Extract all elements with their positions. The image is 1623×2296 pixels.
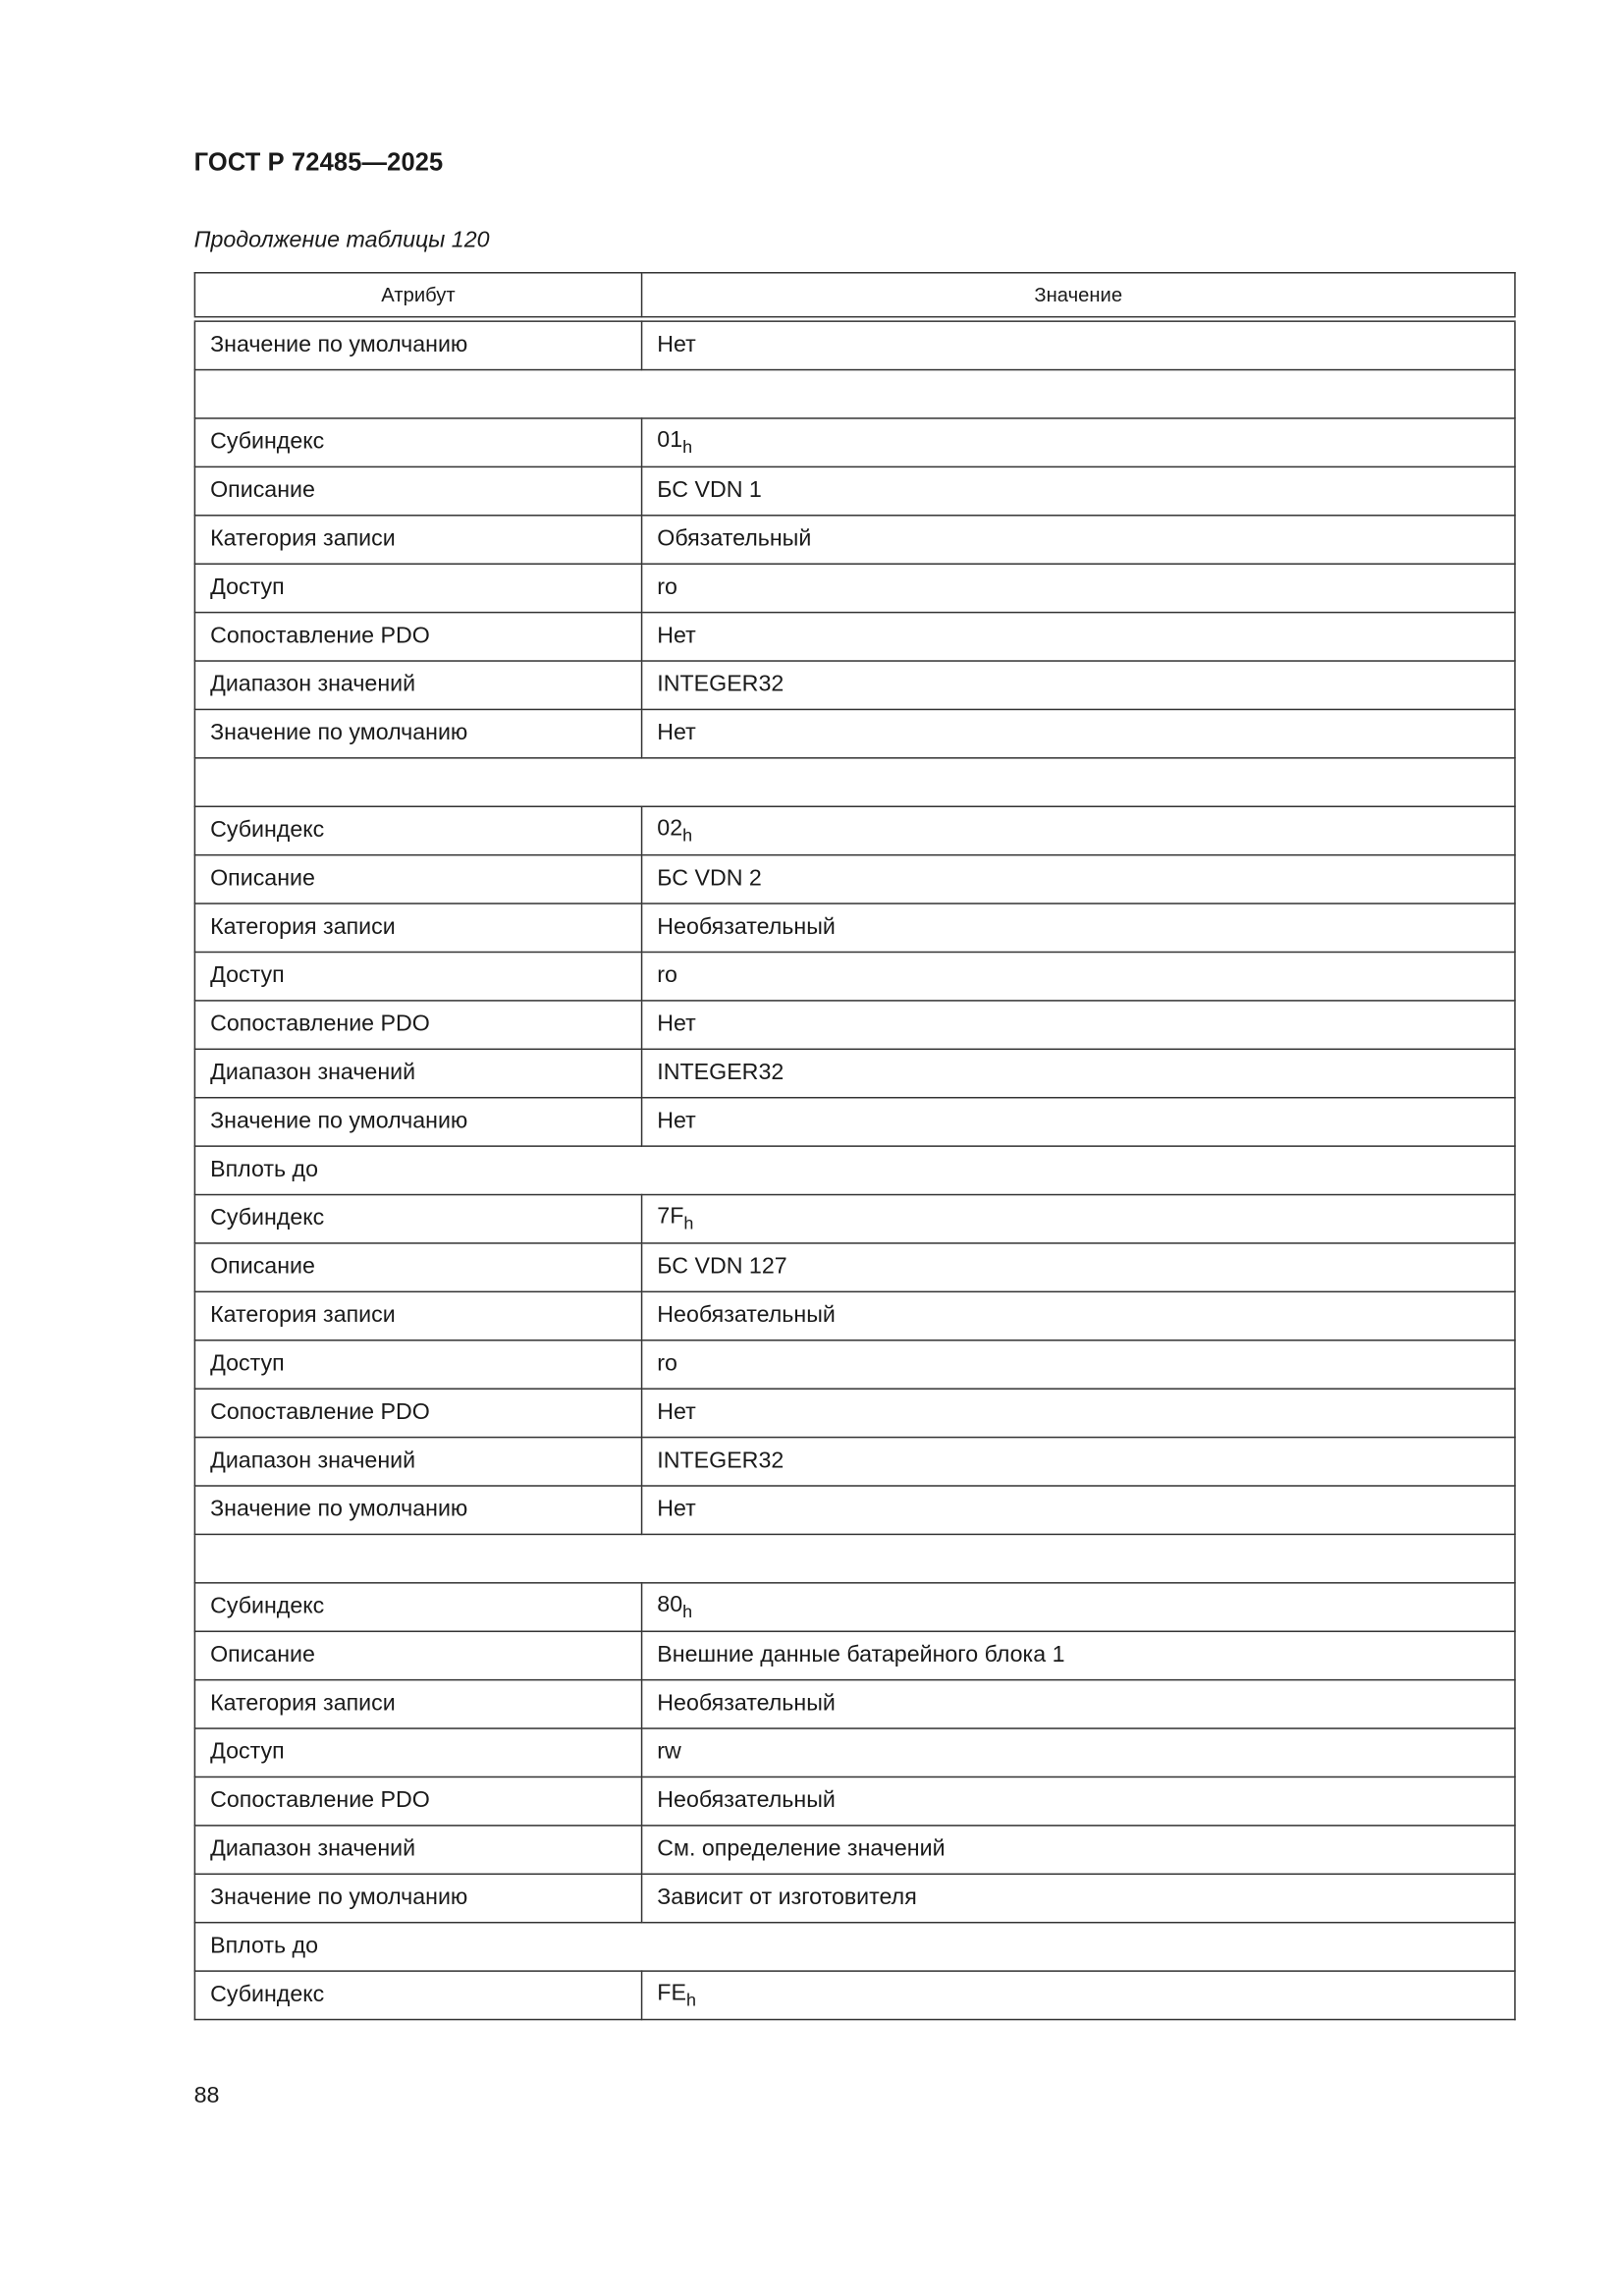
value-text: Нет bbox=[657, 1497, 696, 1522]
table-row bbox=[194, 1874, 1515, 1922]
value-text: FE bbox=[657, 1980, 686, 2006]
value-text: Необязательный bbox=[657, 1302, 836, 1329]
table-row bbox=[194, 806, 1515, 854]
column-header-attribute: Атрибут bbox=[194, 273, 641, 319]
table-row bbox=[194, 855, 1515, 903]
value-text: Нет bbox=[657, 332, 696, 357]
value-text: rw bbox=[657, 1739, 681, 1765]
hex-suffix: h bbox=[682, 436, 693, 458]
value-text: Необязательный bbox=[657, 1787, 836, 1814]
value-text: Необязательный bbox=[657, 1690, 836, 1717]
attribute-cell: Диапазон значений bbox=[194, 661, 641, 709]
value-text: БС VDN 2 bbox=[657, 865, 762, 892]
value-text: 7F bbox=[657, 1204, 684, 1230]
attribute-table bbox=[194, 272, 1516, 2020]
table-row bbox=[194, 319, 1515, 370]
value-text: ro bbox=[657, 1351, 677, 1377]
attribute-cell: Сопоставление PDO bbox=[194, 1389, 641, 1437]
hex-suffix: h bbox=[683, 1213, 694, 1234]
value-cell bbox=[642, 1389, 1515, 1437]
attribute-cell: Описание bbox=[194, 466, 641, 515]
hex-suffix: h bbox=[682, 824, 693, 846]
empty-separator-cell bbox=[194, 1534, 1515, 1582]
table-row bbox=[194, 613, 1515, 661]
attribute-cell: Категория записи bbox=[194, 516, 641, 564]
table-row bbox=[194, 1680, 1515, 1728]
value-cell bbox=[642, 613, 1515, 661]
table-row bbox=[194, 709, 1515, 757]
attribute-cell: Доступ bbox=[194, 1728, 641, 1777]
attribute-cell: Субиндекс bbox=[194, 1583, 641, 1631]
value-cell bbox=[642, 1631, 1515, 1679]
attribute-cell: Значение по умолчанию bbox=[194, 319, 641, 370]
table-row bbox=[194, 1631, 1515, 1679]
table-row bbox=[194, 1971, 1515, 2019]
attribute-cell: Сопоставление PDO bbox=[194, 613, 641, 661]
hex-suffix: h bbox=[685, 1989, 696, 2010]
attribute-cell: Значение по умолчанию bbox=[194, 1098, 641, 1146]
value-cell bbox=[642, 1195, 1515, 1243]
attribute-cell: Диапазон значений bbox=[194, 1438, 641, 1486]
attribute-cell: Субиндекс bbox=[194, 1195, 641, 1243]
value-cell bbox=[642, 1826, 1515, 1874]
table-row bbox=[194, 1923, 1515, 1971]
value-text: 01 bbox=[657, 427, 683, 454]
value-cell bbox=[642, 806, 1515, 854]
value-text: Нет bbox=[657, 623, 696, 649]
attribute-cell: Субиндекс bbox=[194, 418, 641, 466]
spanning-note-cell: Вплоть до bbox=[194, 1923, 1515, 1971]
table-row bbox=[194, 1583, 1515, 1631]
table-row bbox=[194, 1728, 1515, 1777]
attribute-cell: Диапазон значений bbox=[194, 1826, 641, 1874]
value-cell bbox=[642, 1680, 1515, 1728]
value-text: Нет bbox=[657, 1108, 696, 1134]
value-text: 80 bbox=[657, 1592, 683, 1618]
attribute-cell: Категория записи bbox=[194, 1291, 641, 1339]
value-text: Обязательный bbox=[657, 526, 812, 552]
value-cell bbox=[642, 1874, 1515, 1922]
attribute-cell: Субиндекс bbox=[194, 806, 641, 854]
empty-separator-cell bbox=[194, 370, 1515, 418]
table-row bbox=[194, 516, 1515, 564]
table-row bbox=[194, 1777, 1515, 1825]
standard-title: ГОСТ Р 72485—2025 bbox=[193, 148, 444, 177]
table-header-row bbox=[194, 273, 1515, 319]
value-text: Нет bbox=[657, 1399, 696, 1425]
value-cell bbox=[642, 466, 1515, 515]
value-cell bbox=[642, 1583, 1515, 1631]
table-row bbox=[194, 1243, 1515, 1291]
value-text: Нет bbox=[657, 720, 696, 746]
page-number: 88 bbox=[193, 2083, 220, 2109]
table-row bbox=[194, 370, 1515, 418]
value-text: INTEGER32 bbox=[657, 1448, 784, 1474]
value-cell bbox=[642, 1728, 1515, 1777]
attribute-cell: Описание bbox=[194, 855, 641, 903]
value-text: См. определение значений bbox=[657, 1836, 946, 1862]
table-row bbox=[194, 952, 1515, 1000]
table-row bbox=[194, 1534, 1515, 1582]
value-text: 02 bbox=[657, 815, 683, 842]
value-cell bbox=[642, 1438, 1515, 1486]
table-row bbox=[194, 466, 1515, 515]
value-cell bbox=[642, 709, 1515, 757]
attribute-cell: Сопоставление PDO bbox=[194, 1001, 641, 1049]
value-text: БС VDN 1 bbox=[657, 477, 762, 504]
attribute-cell: Описание bbox=[194, 1631, 641, 1679]
value-text: Нет bbox=[657, 1011, 696, 1037]
value-cell bbox=[642, 1049, 1515, 1097]
value-cell bbox=[642, 1291, 1515, 1339]
value-text: БС VDN 127 bbox=[657, 1254, 787, 1280]
attribute-cell: Значение по умолчанию bbox=[194, 1486, 641, 1534]
attribute-cell: Диапазон значений bbox=[194, 1049, 641, 1097]
attribute-cell: Доступ bbox=[194, 564, 641, 612]
table-row bbox=[194, 1438, 1515, 1486]
table-row bbox=[194, 1098, 1515, 1146]
attribute-cell: Категория записи bbox=[194, 1680, 641, 1728]
attribute-cell: Значение по умолчанию bbox=[194, 1874, 641, 1922]
attribute-cell: Субиндекс bbox=[194, 1971, 641, 2019]
attribute-cell: Категория записи bbox=[194, 903, 641, 952]
table-row bbox=[194, 1049, 1515, 1097]
value-text: ro bbox=[657, 962, 677, 989]
table-row bbox=[194, 1340, 1515, 1389]
value-text: INTEGER32 bbox=[657, 1060, 784, 1085]
value-cell bbox=[642, 516, 1515, 564]
attribute-cell: Описание bbox=[194, 1243, 641, 1291]
attribute-cell: Доступ bbox=[194, 952, 641, 1000]
value-cell bbox=[642, 1486, 1515, 1534]
table-row bbox=[194, 1389, 1515, 1437]
value-text: Необязательный bbox=[657, 914, 836, 940]
table-row bbox=[194, 661, 1515, 709]
value-cell bbox=[642, 418, 1515, 466]
value-cell bbox=[642, 1777, 1515, 1825]
attribute-cell: Значение по умолчанию bbox=[194, 709, 641, 757]
value-cell bbox=[642, 903, 1515, 952]
table-row bbox=[194, 1146, 1515, 1194]
value-cell bbox=[642, 1098, 1515, 1146]
value-text: Внешние данные батарейного блока 1 bbox=[657, 1642, 1065, 1667]
table-row bbox=[194, 1001, 1515, 1049]
table-row bbox=[194, 1291, 1515, 1339]
value-cell bbox=[642, 1243, 1515, 1291]
table-row bbox=[194, 758, 1515, 806]
table-row bbox=[194, 564, 1515, 612]
empty-separator-cell bbox=[194, 758, 1515, 806]
value-text: ro bbox=[657, 574, 677, 600]
column-header-value: Значение bbox=[642, 273, 1515, 319]
table-continuation-caption: Продолжение таблицы 120 bbox=[193, 228, 490, 253]
value-cell bbox=[642, 1001, 1515, 1049]
value-cell bbox=[642, 661, 1515, 709]
value-cell bbox=[642, 564, 1515, 612]
value-cell bbox=[642, 1340, 1515, 1389]
hex-suffix: h bbox=[682, 1601, 693, 1622]
attribute-cell: Доступ bbox=[194, 1340, 641, 1389]
value-text: Зависит от изготовителя bbox=[657, 1885, 917, 1910]
value-cell bbox=[642, 855, 1515, 903]
table-row bbox=[194, 1826, 1515, 1874]
table-body bbox=[194, 319, 1515, 2020]
table-row bbox=[194, 418, 1515, 466]
table-row bbox=[194, 903, 1515, 952]
attribute-cell: Сопоставление PDO bbox=[194, 1777, 641, 1825]
value-cell bbox=[642, 319, 1515, 370]
table-row bbox=[194, 1195, 1515, 1243]
spanning-note-cell: Вплоть до bbox=[194, 1146, 1515, 1194]
value-text: INTEGER32 bbox=[657, 672, 784, 697]
table-row bbox=[194, 1486, 1515, 1534]
value-cell bbox=[642, 952, 1515, 1000]
value-cell bbox=[642, 1971, 1515, 2019]
